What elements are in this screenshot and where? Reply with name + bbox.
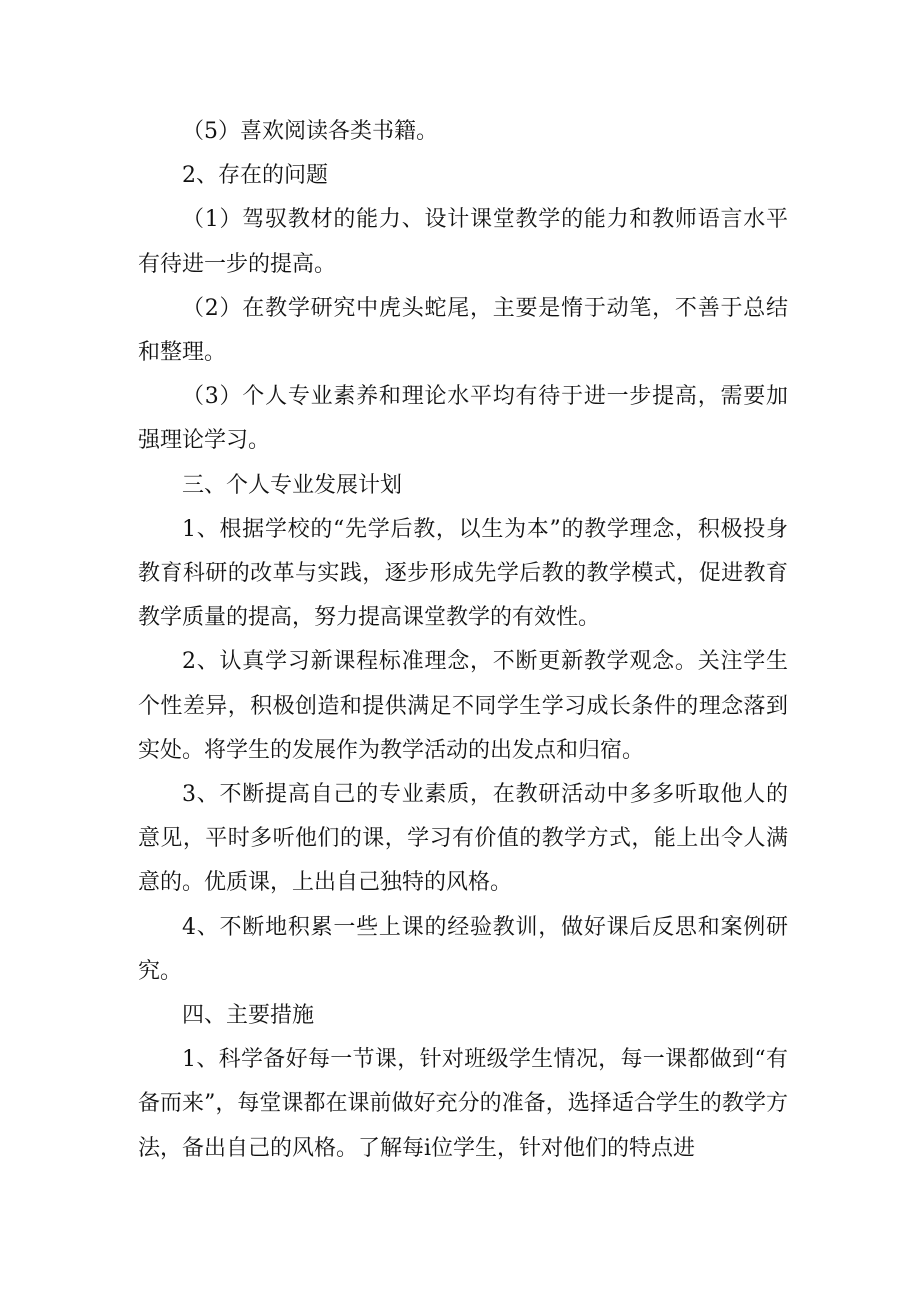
paragraph-plan-2: 2、认真学习新课程标准理念，不断更新教学观念。关注学生个性差异，积极创造和提供满足不同学生学习成长条件的理念落到实处。将学生的发展作为教学活动的出发点和归宿。 <box>138 649 788 763</box>
paragraph-plan-1: 1、根据学校的“先学后教，以生为本”的教学理念，积极投身教育科研的改革与实践，逐步形成先学后教的教学模式，促进教育教学质量的提高，努力提高课堂教学的有效性。 <box>138 516 788 631</box>
section-heading-plan: 三、个人专业发展计划 <box>182 472 403 498</box>
paragraph-problem-3: （3）个人专业素养和理论水平均有待于进一步提高，需要加强理论学习。 <box>138 384 788 454</box>
paragraph-plan-3: 3、不断提高自己的专业素质，在教研活动中多多听取他人的意见，平时多听他们的课，学习有价值的教学方式，能上出令人满意的。优质课，上出自己独特的风格。 <box>138 782 788 896</box>
paragraph-problem-2: （2）在教学研究中虎头蛇尾，主要是惰于动笔，不善于总结和整理。 <box>138 295 788 366</box>
document-body <box>138 110 788 1171</box>
paragraph-problem-1: （1）驾驭教材的能力、设计课堂教学的能力和教师语言水平有待进一步的提高。 <box>138 207 788 277</box>
paragraph-measure-1: 1、科学备好每一节课，针对班级学生情况，每一课都做到“有备而来”，每堂课都在课前做好充分的准备，选择适合学生的教学方法，备出自己的风格。了解每i位学生，针对他们的特点进 <box>138 1047 788 1161</box>
section-heading-measures: 四、主要措施 <box>182 1003 315 1029</box>
paragraph-item-reading: （5）喜欢阅读各类书籍。 <box>182 119 438 144</box>
section-heading-problems: 2、存在的问题 <box>182 163 328 189</box>
paragraph-plan-4: 4、不断地积累一些上课的经验教训，做好课后反思和案例研究。 <box>138 914 788 984</box>
